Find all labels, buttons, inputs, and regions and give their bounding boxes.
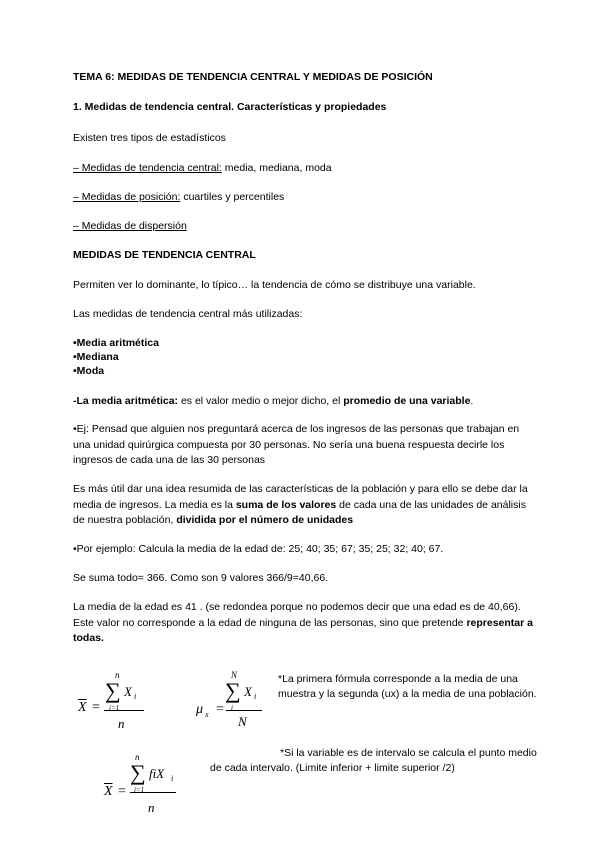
list-item: •Moda (73, 365, 105, 377)
type-item-central (73, 161, 332, 176)
sum-text: Se suma todo= 366. Como son 9 valores 366/9=40,66. (73, 572, 329, 584)
formula-lhs: μ (196, 702, 204, 717)
util-b2: dividida por el número de unidades (176, 514, 354, 526)
type-rest: media, mediana, moda (221, 162, 332, 174)
type-label: – Medidas de tendencia central: (73, 162, 222, 174)
formula-term: fiX (149, 766, 165, 781)
formula-lhs-sub: x (205, 710, 209, 719)
util-a: Es más útil dar una idea resumida de las características de la población y para ello se debe dar la media de ingresos. La media es la (73, 483, 528, 511)
section-heading: 1. Medidas de tendencia central. Características y propiedades (73, 101, 387, 113)
example-calc: •Por ejemplo: Calcula la media de la edad de: 25; 40; 35; 67; 35; 25; 32; 40; 67. (73, 543, 444, 555)
fraction-bar (130, 792, 176, 793)
list-item: •Media aritmética (73, 337, 159, 349)
sigma-icon: ∑ (105, 678, 121, 703)
formula-lower: i=1 (134, 786, 145, 794)
media41-a: La media de la edad es 41 . (se redondea porque no podemos decir que una edad es de 40,66). Este valor no corresponde a la edad de ninguna de las personas, sino que pretende (73, 601, 521, 629)
fraction-bar (226, 710, 262, 711)
paragraph-permiten: Permiten ver lo dominante, lo típico… la tendencia de cómo se distribuye una variable. (73, 279, 476, 291)
util-c: de cada una de las unidades de análisis de nuestra población, (73, 498, 526, 526)
formula-note-2: *Si la variable es de intervalo se calcula el punto medio de cada intervalo. (Limite inferior + limite superior /2) (210, 747, 537, 774)
formula-upper: N (231, 670, 238, 680)
formula-upper: n (115, 670, 120, 680)
formula-population-mean (196, 672, 266, 742)
formula-note-1: *La primera fórmula corresponde a la media de una muestra y la segunda (ux) a la media de una población. (278, 673, 537, 700)
formula-sub: i (171, 774, 174, 783)
type-label: – Medidas de posición: (73, 191, 181, 203)
util-b1: suma de los valores (235, 498, 337, 511)
def-lead: -La media aritmética: (73, 395, 179, 407)
formula-denominator: n (148, 800, 155, 815)
document-title: TEMA 6: MEDIDAS DE TENDENCIA CENTRAL Y MEDIDAS DE POSICIÓN (73, 71, 433, 83)
formula-lhs: $\overline{X}$ (78, 700, 87, 715)
formula-lhs: $\overline{X}$ (104, 784, 113, 799)
intro-text: Existen tres tipos de estadísticos (73, 132, 226, 144)
paragraph-util (73, 482, 533, 529)
type-item-dispersion (73, 219, 187, 234)
fraction-bar (104, 710, 144, 711)
sigma-icon: ∑ (225, 678, 241, 703)
subheading: MEDIDAS DE TENDENCIA CENTRAL (73, 249, 256, 261)
formula-lower: i=1 (109, 704, 120, 712)
formula-sub: i (134, 692, 137, 701)
type-item-posicion (73, 190, 284, 205)
def-mid: es el valor medio o mejor dicho, el (178, 395, 344, 407)
formula-upper: n (135, 752, 140, 762)
formula-equals: = (216, 702, 224, 717)
paragraph-media41 (73, 600, 533, 647)
formula-term: X (244, 684, 252, 699)
def-end: . (470, 395, 474, 407)
formula-denominator: n (118, 716, 125, 731)
type-label: – Medidas de dispersión (73, 220, 187, 232)
formula-equals: = (118, 784, 126, 799)
sigma-icon: ∑ (130, 760, 146, 785)
formula-sample-mean (78, 672, 148, 742)
formula-equals: = (92, 700, 100, 715)
example-paragraph: •Ej: Pensad que alguien nos preguntará acerca de los ingresos de las personas que trabajan en una unidad quirúrgica compuesta por 30 personas. No sería una buena respuesta decirle los ingresos de cada una de las 30 personas (73, 423, 520, 466)
formula-lower: i (231, 704, 233, 712)
list-item: •Mediana (73, 351, 119, 363)
formula-interval-mean (104, 752, 184, 836)
formula-denominator: N (238, 714, 247, 729)
formula-sub: i (254, 692, 257, 701)
paragraph-utilizadas: Las medidas de tendencia central más utilizadas: (73, 308, 303, 320)
def-bold: promedio de una variable (343, 395, 471, 407)
media41-b: representar a todas. (73, 616, 533, 644)
type-rest: cuartiles y percentiles (180, 191, 285, 203)
definition-media (73, 394, 473, 409)
formula-term: X (124, 684, 132, 699)
